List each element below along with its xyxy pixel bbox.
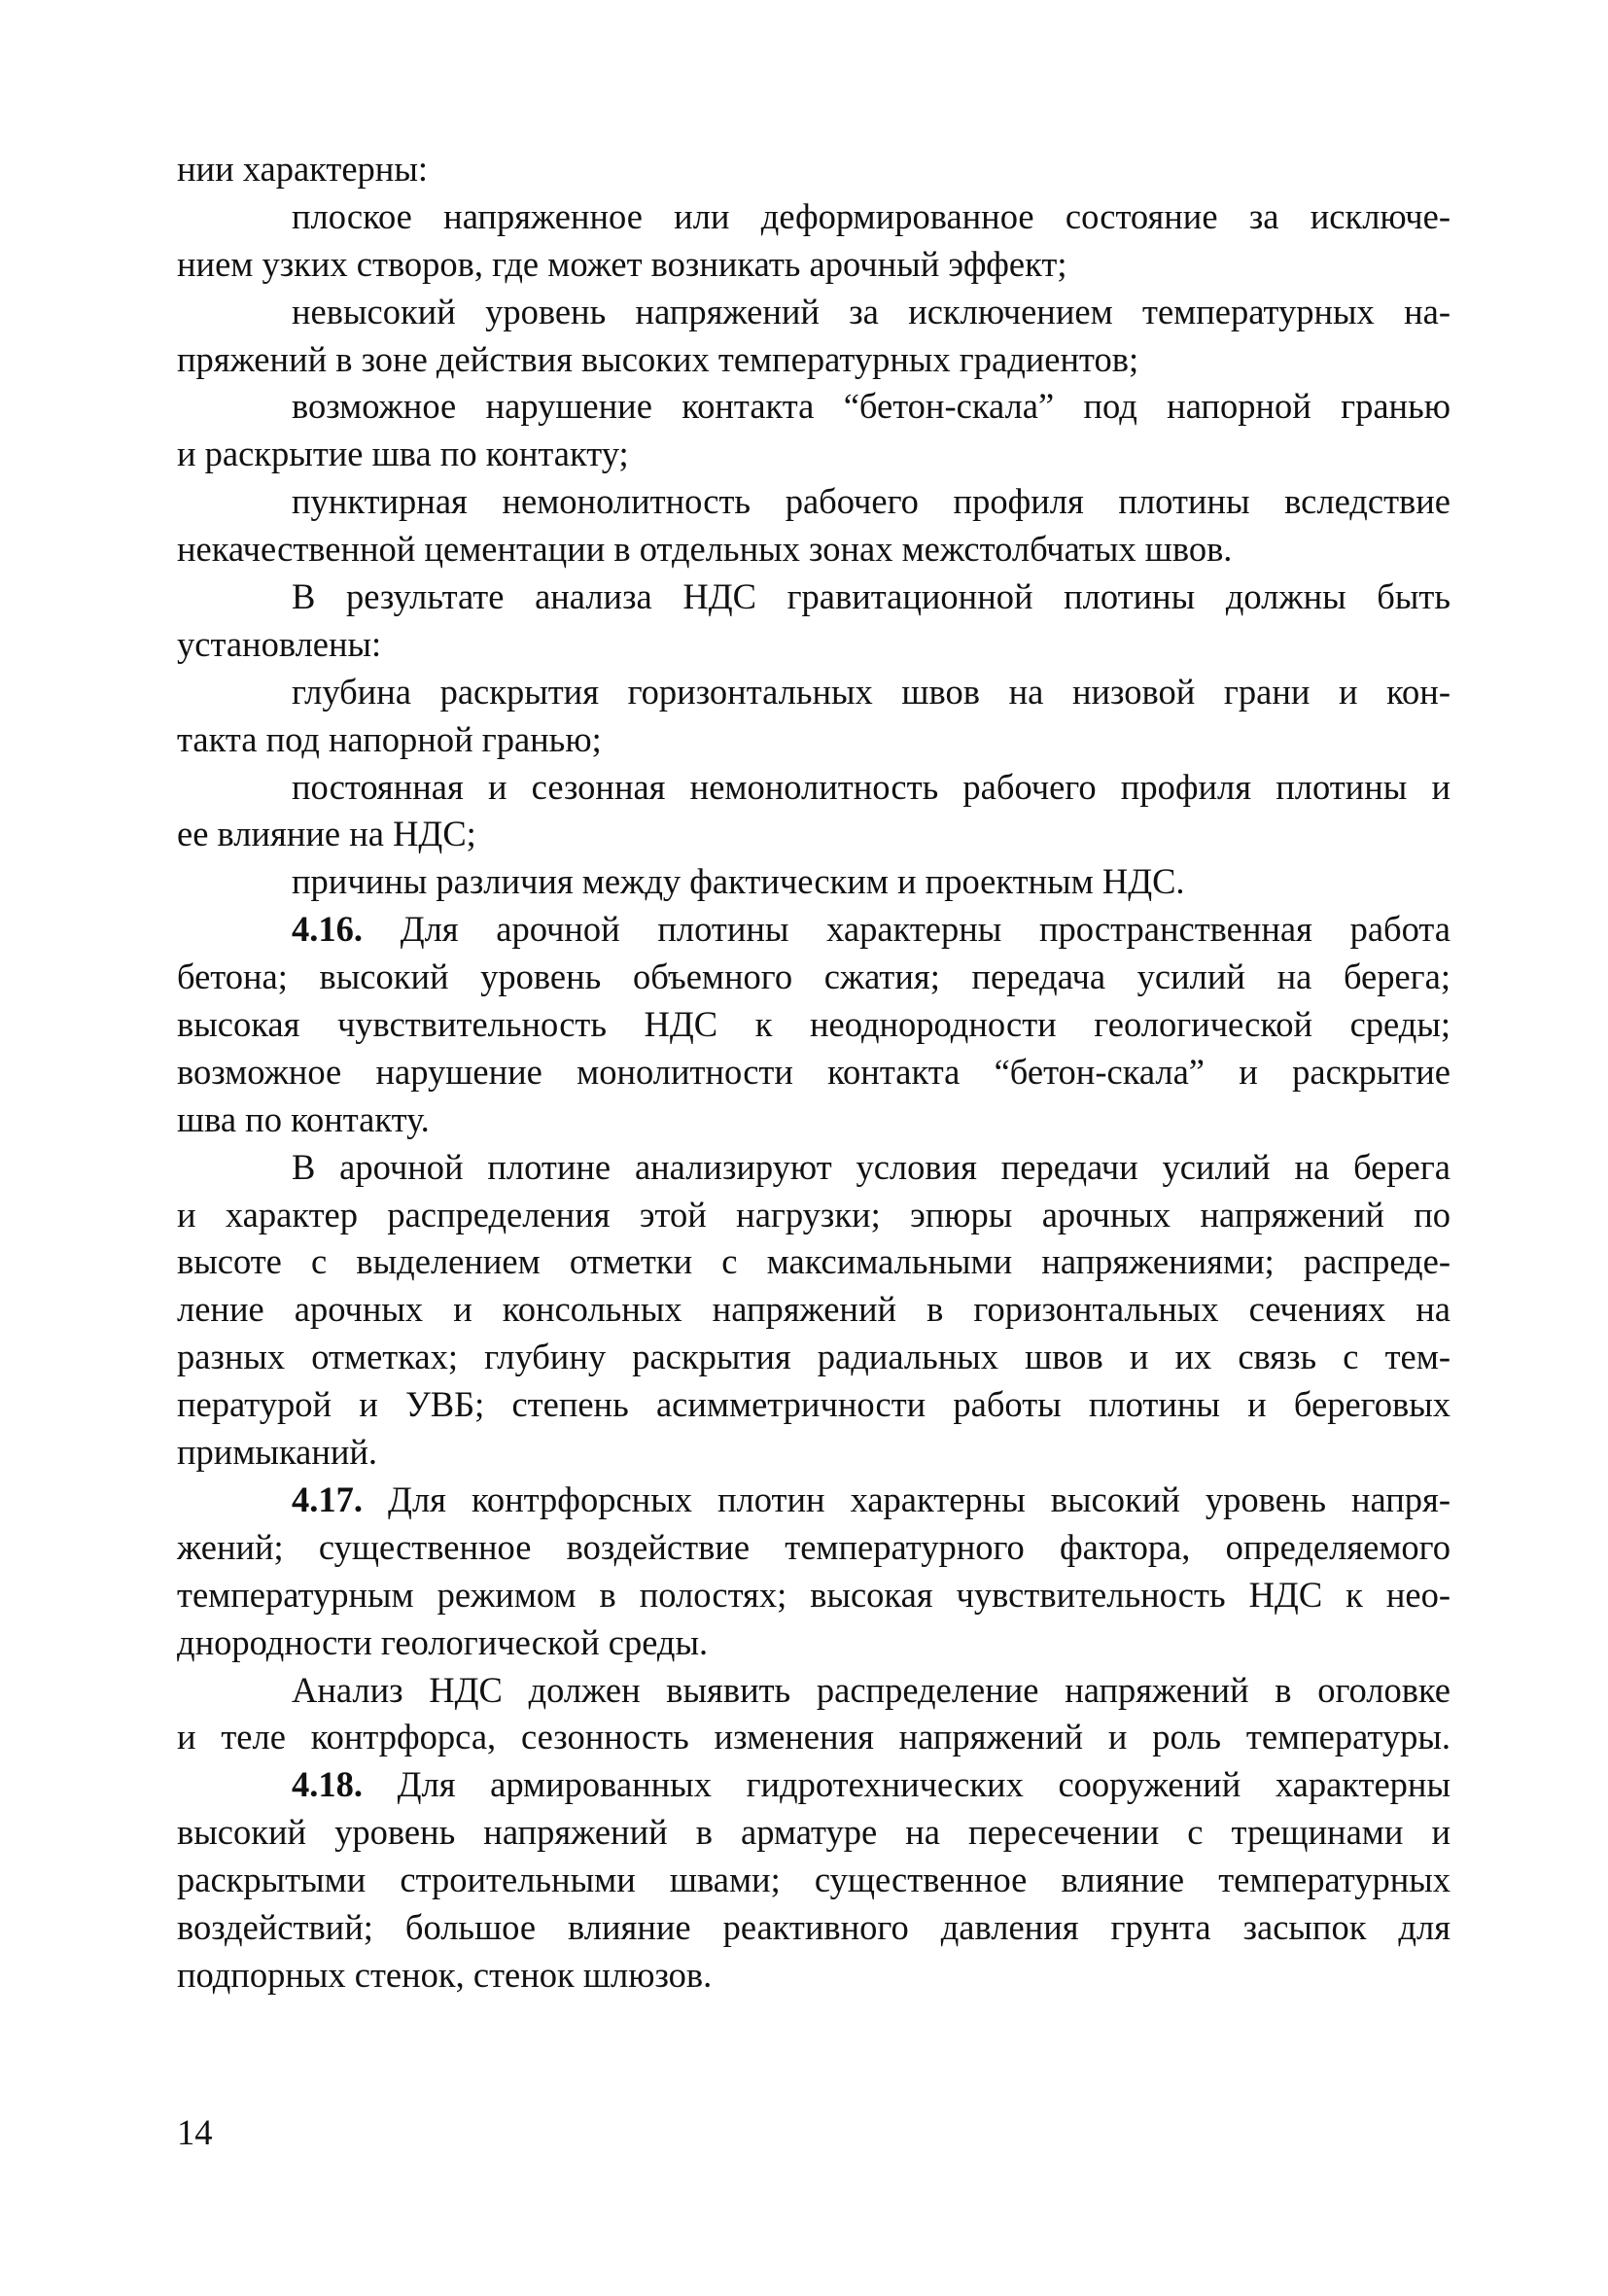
text-line xyxy=(177,1809,1451,1857)
text-line xyxy=(177,478,1451,526)
text-line xyxy=(177,1952,1451,2000)
page-body xyxy=(177,146,1451,2000)
line-text: постоянная и сезонная немонолитность рабочего профиля плотины и xyxy=(292,766,1451,807)
line-text: раскрытыми строительными швами; существенное влияние температурных xyxy=(177,1860,1451,1900)
line-text: высокий уровень напряжений в арматуре на пересечении с трещинами и xyxy=(177,1812,1451,1853)
line-text: и характер распределения этой нагрузки; эпюры арочных напряжений по xyxy=(177,1194,1451,1235)
text-line xyxy=(177,1477,1451,1524)
line-text: возможное нарушение контакта “бетон-скала” под напорной гранью xyxy=(292,386,1451,427)
text-line xyxy=(177,1667,1451,1715)
line-text: невысокий уровень напряжений за исключением температурных на- xyxy=(292,291,1451,331)
text-line xyxy=(177,574,1451,621)
line-text: и раскрытие шва по контакту; xyxy=(177,434,629,474)
line-text: пряжений в зоне действия высоких температурных градиентов; xyxy=(177,338,1139,379)
line-text: плоское напряженное или деформированное состояние за исключе- xyxy=(292,195,1451,236)
text-line xyxy=(177,1429,1451,1477)
line-text: установлены: xyxy=(177,623,382,664)
line-text: некачественной цементации в отдельных зонах межстолбчатых швов. xyxy=(177,529,1233,570)
text-line xyxy=(177,1001,1451,1049)
line-text: Для армированных гидротехнических сооружений характерны xyxy=(363,1764,1451,1805)
line-text: Анализ НДС должен выявить распределение напряжений в оголовке xyxy=(292,1669,1451,1710)
text-line xyxy=(177,1049,1451,1096)
text-line xyxy=(177,811,1451,858)
text-line xyxy=(177,1144,1451,1192)
text-line xyxy=(177,1334,1451,1381)
line-text: и теле контрфорса, сезонность изменения напряжений и роль температуры. xyxy=(177,1717,1451,1757)
line-text: пературой и УВБ; степень асимметричности работы плотины и береговых xyxy=(177,1384,1451,1425)
line-text: температурным режимом в полостях; высокая чувствительность НДС к нео- xyxy=(177,1574,1451,1615)
text-line xyxy=(177,1286,1451,1334)
text-line xyxy=(177,1761,1451,1809)
text-line xyxy=(177,858,1451,906)
line-text: причины различия между фактическим и проектным НДС. xyxy=(292,861,1185,902)
text-line xyxy=(177,764,1451,812)
text-line xyxy=(177,526,1451,574)
text-line xyxy=(177,193,1451,241)
text-line xyxy=(177,1192,1451,1239)
line-text: высоте с выделением отметки с максимальными напряжениями; распреде- xyxy=(177,1241,1451,1282)
line-text: В арочной плотине анализируют условия передачи усилий на берега xyxy=(292,1146,1451,1187)
text-line xyxy=(177,241,1451,289)
text-line xyxy=(177,669,1451,716)
line-text: ее влияние на НДС; xyxy=(177,814,476,854)
line-text: высокая чувствительность НДС к неоднородности геологической среды; xyxy=(177,1004,1451,1045)
line-text: Для контрфорсных плотин характерны высокий уровень напря- xyxy=(363,1478,1451,1519)
line-text: шва по контакту. xyxy=(177,1098,430,1139)
text-line xyxy=(177,1904,1451,1952)
line-text: возможное нарушение монолитности контакта “бетон-скала” и раскрытие xyxy=(177,1051,1451,1092)
line-text: бетона; высокий уровень объемного сжатия; передача усилий на берега; xyxy=(177,957,1451,997)
line-text: жений; существенное воздействие температурного фактора, определяемого xyxy=(177,1526,1451,1567)
text-line xyxy=(177,1381,1451,1429)
line-text: воздействий; большое влияние реактивного давления грунта засыпок для xyxy=(177,1906,1451,1947)
line-text: нием узких створов, где может возникать арочный эффект; xyxy=(177,243,1067,284)
text-line xyxy=(177,289,1451,336)
line-text: днородности геологической среды. xyxy=(177,1621,709,1662)
line-text: ление арочных и консольных напряжений в горизонтальных сечениях на xyxy=(177,1289,1451,1330)
section-number: 4.17. xyxy=(292,1478,363,1519)
text-line xyxy=(177,1619,1451,1667)
line-text: подпорных стенок, стенок шлюзов. xyxy=(177,1954,713,1995)
text-line xyxy=(177,1096,1451,1144)
text-line xyxy=(177,621,1451,669)
text-line xyxy=(177,716,1451,764)
text-line xyxy=(177,1524,1451,1572)
text-line xyxy=(177,906,1451,954)
section-number: 4.18. xyxy=(292,1764,363,1805)
line-text: Для арочной плотины характерны пространственная работа xyxy=(363,909,1451,950)
line-text: пунктирная немонолитность рабочего профиля плотины вследствие xyxy=(292,481,1451,522)
text-line xyxy=(177,1572,1451,1619)
line-text: нии характерны: xyxy=(177,149,428,189)
page-number: 14 xyxy=(177,2112,213,2152)
line-text: В результате анализа НДС гравитационной плотины должны быть xyxy=(292,576,1451,617)
text-line xyxy=(177,1857,1451,1904)
text-line xyxy=(177,1714,1451,1761)
line-text: примыканий. xyxy=(177,1432,378,1473)
text-line xyxy=(177,336,1451,384)
text-line xyxy=(177,954,1451,1001)
line-text: такта под напорной гранью; xyxy=(177,718,602,759)
line-text: глубина раскрытия горизонтальных швов на низовой грани и кон- xyxy=(292,671,1451,712)
text-line xyxy=(177,1238,1451,1286)
section-number: 4.16. xyxy=(292,909,363,950)
text-line xyxy=(177,146,1451,193)
text-line xyxy=(177,431,1451,478)
text-line xyxy=(177,383,1451,431)
line-text: разных отметках; глубину раскрытия радиальных швов и их связь с тем- xyxy=(177,1337,1451,1377)
